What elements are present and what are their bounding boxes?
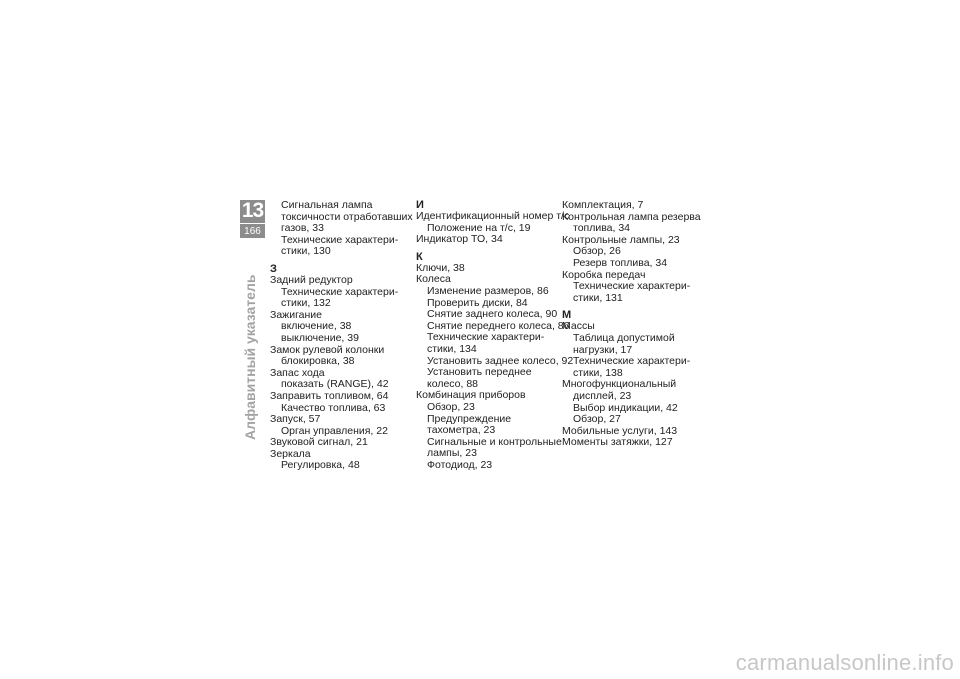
- index-entry: Звуковой сигнал, 21: [270, 436, 368, 449]
- index-entry: Массы: [562, 320, 595, 333]
- index-entry: Мобильные услуги, 143: [562, 424, 678, 437]
- index-subentry: лампы, 23: [427, 447, 477, 460]
- index-letter: М: [562, 309, 572, 322]
- index-subentry: тахометра, 23: [427, 424, 496, 437]
- index-entry: Заправить топливом, 64: [270, 389, 389, 402]
- index-subentry: стики, 132: [281, 297, 331, 310]
- index-subentry: Предупреждение: [427, 412, 512, 425]
- index-entry: Коробка передач: [562, 268, 646, 281]
- index-entry: Комплектация, 7: [562, 199, 644, 211]
- index-entry: Идентификационный номер т/с: [416, 210, 570, 222]
- index-subentry: Снятие переднего колеса, 86: [427, 319, 570, 332]
- index-subentry: Проверить диски, 84: [427, 296, 528, 309]
- index-subentry: дисплей, 23: [573, 389, 632, 402]
- index-subentry: токсичности отработавших: [281, 210, 413, 223]
- index-entry: Комбинация приборов: [416, 389, 526, 402]
- index-subentry: Сигнальные и контрольные: [427, 435, 562, 448]
- index-entry: Задний редуктор: [270, 273, 353, 286]
- chapter-tab: [240, 200, 265, 238]
- page-number: 166: [244, 226, 261, 237]
- index-subentry: Снятие заднего колеса, 90: [427, 308, 558, 321]
- index-subentry: колесо, 88: [427, 377, 479, 390]
- watermark: carmanualsonline.info: [735, 650, 954, 675]
- index-entry: Моменты затяжки, 127: [562, 436, 673, 449]
- index-subentry: Обзор, 26: [573, 245, 621, 258]
- index-subentry: блокировка, 38: [281, 355, 355, 368]
- index-subentry: нагрузки, 17: [573, 343, 633, 356]
- index-subentry: Технические характери-: [427, 331, 545, 344]
- index-subentry: Технические характери-: [573, 280, 691, 293]
- index-subentry: выключение, 39: [281, 331, 359, 344]
- index-column-3: [562, 199, 701, 449]
- index-subentry: Таблица допустимой: [573, 331, 675, 344]
- index-subentry: стики, 138: [573, 366, 623, 379]
- index-subentry: газов, 33: [281, 222, 324, 235]
- index-subentry: Технические характери-: [281, 233, 399, 246]
- index-letter: З: [270, 262, 277, 275]
- index-subentry: Резерв топлива, 34: [573, 256, 668, 269]
- index-subentry: Фотодиод, 23: [427, 458, 493, 471]
- index-subentry: стики, 131: [573, 291, 623, 304]
- index-entry: Ключи, 38: [416, 261, 465, 274]
- index-subentry: стики, 134: [427, 342, 477, 355]
- index-letter: И: [416, 199, 424, 211]
- index-subentry: Установить заднее колесо, 92: [427, 354, 574, 367]
- index-entry: Колеса: [416, 273, 451, 286]
- index-subentry: Технические характери-: [281, 285, 399, 298]
- index-subentry: Качество топлива, 63: [281, 401, 386, 414]
- index-subentry: топлива, 34: [573, 222, 631, 235]
- index-entry: Контрольные лампы, 23: [562, 233, 680, 246]
- index-subentry: показать (RANGE), 42: [281, 378, 389, 391]
- index-subentry: стики, 130: [281, 245, 331, 258]
- chapter-divider: [240, 223, 265, 224]
- index-subentry: Технические характери-: [573, 355, 691, 368]
- index-entry: Замок рулевой колонки: [270, 343, 385, 356]
- index-column-2: [416, 199, 574, 471]
- index-subentry: Обзор, 27: [573, 413, 621, 426]
- index-subentry: Положение на т/с, 19: [427, 221, 531, 234]
- index-entry: Запуск, 57: [270, 413, 321, 426]
- index-subentry: Регулировка, 48: [281, 459, 360, 472]
- section-title: Алфавитный указатель: [242, 274, 258, 440]
- index-letter: К: [416, 250, 423, 263]
- index-entry: Зажигание: [270, 308, 323, 321]
- index-entry: Индикатор ТО, 34: [416, 233, 503, 246]
- index-entry: Зеркала: [270, 447, 311, 460]
- chapter-number: 13: [241, 199, 264, 222]
- index-subentry: Выбор индикации, 42: [573, 401, 678, 414]
- index-subentry: Орган управления, 22: [281, 424, 388, 437]
- index-subentry: Изменение размеров, 86: [427, 284, 549, 297]
- index-column-1: [270, 199, 413, 472]
- index-subentry: включение, 38: [281, 320, 352, 333]
- index-subentry: Установить переднее: [427, 366, 532, 379]
- index-entry: Контрольная лампа резерва: [562, 210, 701, 223]
- index-entry: Многофункциональный: [562, 378, 677, 391]
- index-subentry: Обзор, 23: [427, 400, 475, 413]
- index-entry: Запас хода: [270, 366, 325, 379]
- index-subentry: Сигнальная лампа: [281, 199, 373, 211]
